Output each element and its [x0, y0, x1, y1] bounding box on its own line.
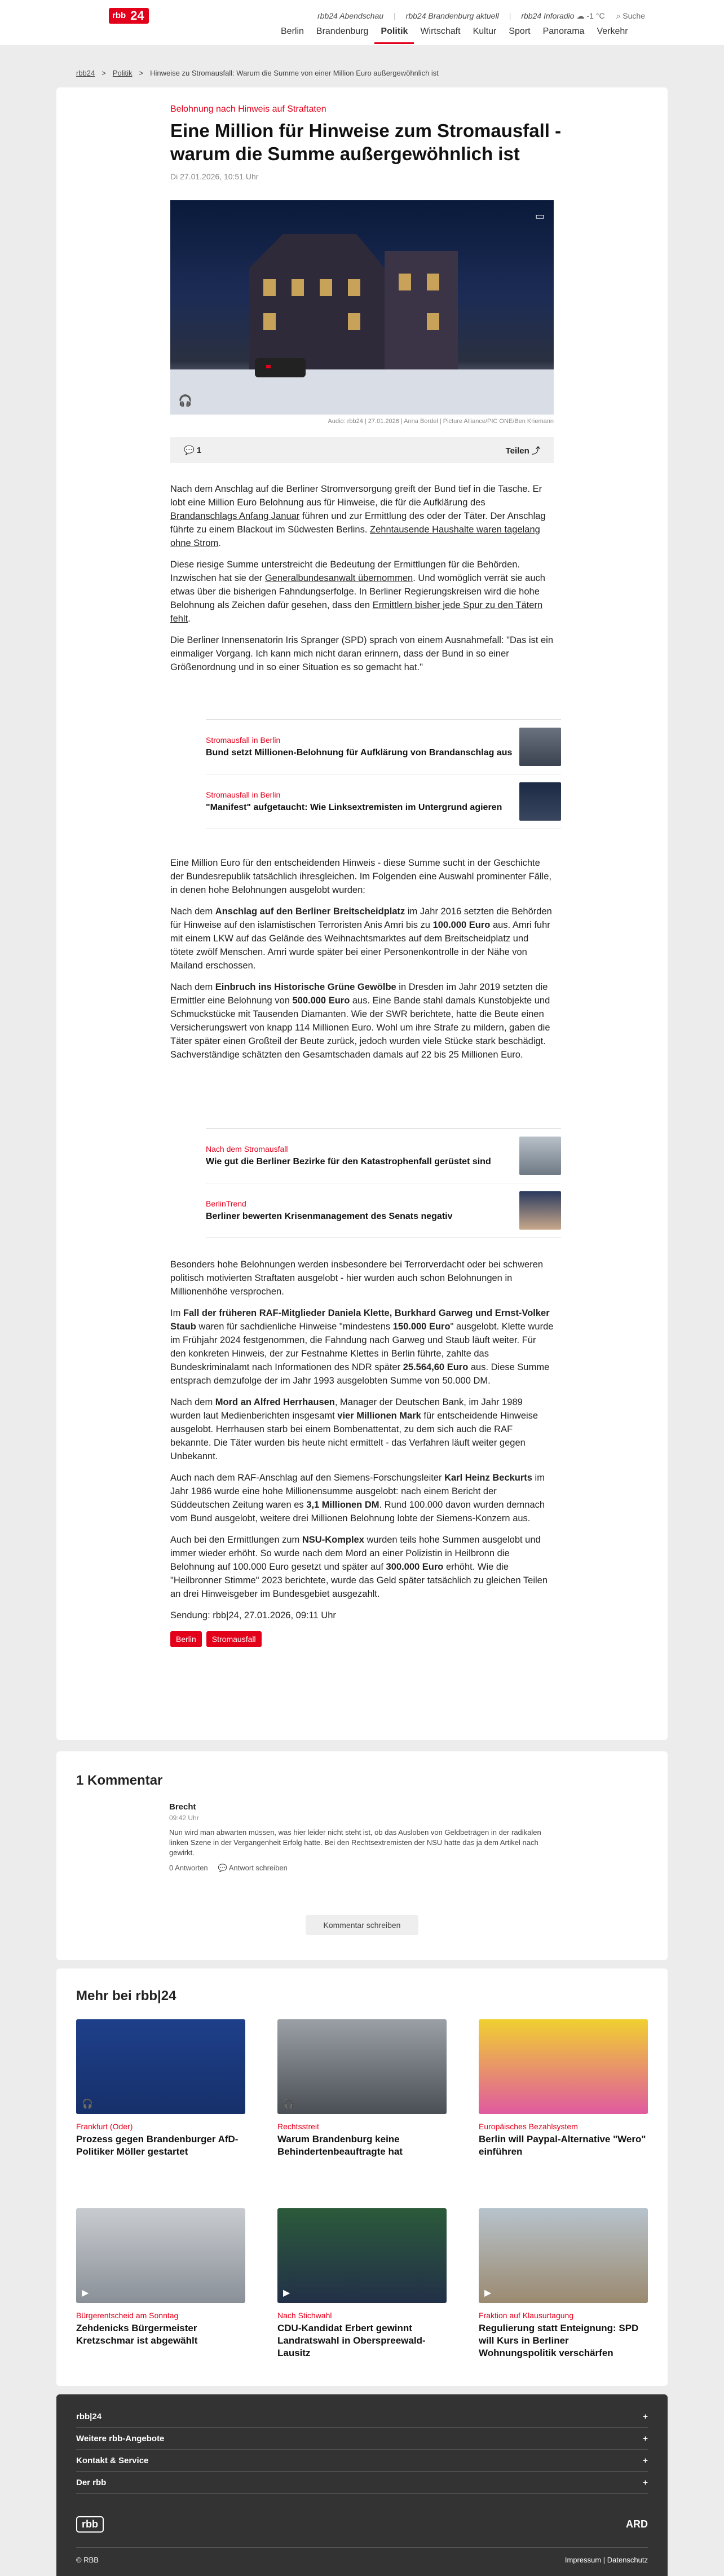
footer-row-rbb24[interactable]: rbb|24 + [76, 2406, 648, 2428]
teaser-title: Wie gut die Berliner Bezirke für den Katastrophenfall gerüstet sind [206, 1156, 491, 1166]
more-kicker: Europäisches Bezahlsystem [479, 2122, 578, 2131]
more-kicker: Rechtsstreit [277, 2122, 319, 2131]
more-item[interactable] [479, 2019, 648, 2158]
site-footer [56, 2394, 668, 2576]
more-thumbnail [76, 2019, 245, 2114]
more-item[interactable] [479, 2208, 648, 2359]
plus-icon: + [643, 2433, 648, 2443]
search-button[interactable] [616, 11, 645, 21]
nav-sport[interactable]: Sport [509, 27, 531, 36]
teaser-thumbnail [519, 782, 561, 821]
paragraph: Im Fall der früheren RAF-Mitglieder Daniela Klette, Burkhard Garweg und Ernst-Volker Staub waren für sachdienliche Hinweise "mindestens 150.000 Euro" ausgelobt. Klette wurde im Frühjahr 2024 festgenommen, die Fahndung nach Garweg und Staub läuft weiter. Für den konkreten Hinweis, der zur Festnahme Klettes in Berlin führte, zahlte das Bundeskriminalamt nach Informationen des NDR später 25.564,60 Euro aus. Diese Summe entsprach demzufolge der im Jahr 1993 ausgelobten Summe von 50.000 DM. [170, 1308, 554, 1386]
more-kicker: Nach Stichwahl [277, 2311, 332, 2320]
teaser-item[interactable] [206, 720, 561, 774]
header-tools [577, 11, 645, 21]
teaser-title: Bund setzt Millionen-Belohnung für Aufklärung von Brandanschlag aus [206, 747, 513, 758]
share-icon: ⤴ [531, 446, 540, 456]
play-icon: ▶ [283, 2288, 290, 2298]
article-kicker: Belohnung nach Hinweis auf Straftaten [170, 104, 326, 114]
teaser-title: "Manifest" aufgetaucht: Wie Linksextremisten im Untergrund agieren [206, 802, 502, 812]
breadcrumb-home[interactable]: rbb24 [76, 69, 95, 77]
article-body-2 [170, 856, 554, 1062]
more-kicker: Bürgerentscheid am Sonntag [76, 2311, 179, 2320]
inline-link[interactable]: Brandanschlags Anfang Januar [170, 511, 300, 521]
nav-verkehr[interactable]: Verkehr [597, 27, 628, 36]
rbb-footer-logo[interactable]: rbb [76, 2516, 104, 2533]
footer-legal-links[interactable]: Impressum | Datenschutz [564, 2556, 648, 2564]
play-icon: ▶ [82, 2288, 89, 2298]
plus-icon: + [643, 2455, 648, 2465]
headphones-icon: 🎧 [82, 2099, 93, 2109]
top-link-inforadio[interactable]: rbb24 Inforadio [521, 11, 575, 20]
comments-heading: 1 Kommentar [76, 1773, 163, 1788]
comment-author: Brecht [169, 1802, 196, 1812]
comment-text: Nun wird man abwarten müssen, was hier leider nicht steht ist, ob das Ausloben von Geldbeträgen in der radikalen linken Szene in der Vergangenheit Erfolg hatte. Bei den Rechtsextremisten der NSU hatte das ja dem Artikel nach gewirkt. [169, 1828, 541, 1857]
headphones-icon[interactable]: 🎧 [178, 395, 192, 407]
paragraph: Die Berliner Innensenatorin Iris Spranger (SPD) sprach von einem Ausnahmefall: "Das ist ein einmaliger Vorgang. Ich kann mich nicht daran erinnern, dass der Bund in so einer Größenordnung und in so einer Situation es so gemacht hat." [170, 635, 554, 672]
nav-wirtschaft[interactable]: Wirtschaft [420, 27, 461, 36]
temperature: -1 °C [586, 11, 605, 20]
teaser-thumbnail [519, 1137, 561, 1175]
comments-section [56, 1751, 668, 1960]
more-title: CDU-Kandidat Erbert gewinnt Landratswahl in Oberspreewald-Lausitz [277, 2323, 426, 2358]
more-thumbnail [479, 2019, 648, 2114]
footer-row-der-rbb[interactable]: Der rbb + [76, 2472, 648, 2494]
more-section [56, 1969, 668, 2386]
article-body-3 [170, 1258, 554, 1647]
more-item[interactable] [277, 2019, 447, 2158]
article-image[interactable] [170, 200, 554, 415]
paragraph: Nach dem Anschlag auf den Berliner Breitscheidplatz im Jahr 2016 setzten die Behörden für Hinweise auf den islamistischen Terroristen Anis Amri bis zu 100.000 Euro aus. Amri fuhr mit einem LKW auf das Gelände des Weihnachtsmarktes auf dem Breitscheidplatz und tötete zwölf Menschen. Amri wurde später bei einer Personenkontrolle in der Nähe von Mailand erschossen. [170, 906, 552, 971]
paragraph: Auch nach dem RAF-Anschlag auf den Siemens-Forschungsleiter Karl Heinz Beckurts im Jahr 1986 wurde eine hohe Millionensumme ausgelobt: nach einem Bericht der Süddeutschen Zeitung waren es 3,1 Millionen DM. Rund 100.000 davon wurden demnach vom Bund ausgelobt, weitere drei Millionen Belohnung lobte der Siemens-Konzern aus. [170, 1473, 545, 1523]
breadcrumb: rbb24 > Politik > Hinweise zu Stromausfall: Warum die Summe von einer Million Euro außergewöhnlich ist [76, 69, 439, 77]
image-caption: Audio: rbb24 | 27.01.2026 | Anna Bordel | Picture Alliance/PIC ONE/Ben Kriemann [328, 418, 554, 425]
teaser-thumbnail [519, 728, 561, 766]
article-card [56, 87, 668, 1740]
reply-button[interactable]: 💬 Antwort schreiben [218, 1864, 288, 1872]
more-thumbnail [479, 2208, 648, 2303]
article-date: Di 27.01.2026, 10:51 Uhr [170, 172, 259, 181]
logo-rbb: rbb [109, 8, 129, 24]
related-teasers-1 [206, 719, 561, 829]
copyright: © RBB [76, 2556, 99, 2564]
paragraph: Auch bei den Ermittlungen zum NSU-Komplex wurden teils hohe Summen ausgelobt und immer wieder erhöht. So wurde nach dem Mord an einer Polizistin in Heilbronn die Belohnung auf 100.000 Euro gesetzt und später auf 300.000 Euro erhöht. Wie die "Heilbronner Stimme" 2023 berichtete, wurde das Geld später tatsächlich zu gleichen Teilen an drei Hinweisgeber im Bundesgebiet ausgezahlt. [170, 1535, 548, 1599]
broadcast-info: Sendung: rbb|24, 27.01.2026, 09:11 Uhr [170, 1610, 336, 1621]
teaser-kicker: Stromausfall in Berlin [206, 735, 281, 745]
inline-link[interactable]: Zehntausende Haushalte waren tagelang ohne Strom [170, 525, 540, 548]
paragraph: Nach dem Mord an Alfred Herrhausen, Manager der Deutschen Bank, im Jahr 1989 wurden laut Medienberichten insgesamt vier Millionen Mark für entscheidende Hinweise ausgelobt. Herrhausen starb bei einem Bombenattentat, zu dem sich auch die RAF bekannte. Die Täter wurden bis heute nicht ermittelt - das Verfahren läuft weiter gegen Unbekannt. [170, 1397, 538, 1461]
more-heading: Mehr bei rbb|24 [76, 1988, 176, 2003]
comment-icon: 💬 [184, 446, 195, 455]
main-nav [275, 27, 634, 44]
top-link-brandenburg-aktuell[interactable]: rbb24 Brandenburg aktuell [405, 11, 499, 20]
paragraph: Eine Million Euro für den entscheidenden Hinweis - diese Summe sucht in der Geschichte der Bundesrepublik tatsächlich ihresgleichen. Im Folgenden eine Auswahl prominenter Fälle, in denen hohe Belohnungen ausgelobt wurden: [170, 858, 551, 895]
tag-list [170, 1631, 554, 1647]
site-header [0, 0, 724, 45]
teaser-thumbnail [519, 1191, 561, 1230]
article-body [170, 482, 554, 674]
headphones-icon: 🎧 [283, 2099, 294, 2109]
logo-24: 24 [129, 8, 148, 24]
teaser-kicker: BerlinTrend [206, 1199, 246, 1208]
teaser-item[interactable] [206, 1183, 561, 1238]
article-toolbar [170, 437, 554, 463]
comment-time: 09:42 Uhr [169, 1814, 199, 1822]
more-title: Prozess gegen Brandenburger AfD-Politiker Möller gestartet [76, 2134, 239, 2157]
paragraph: Nach dem Einbruch ins Historische Grüne Gewölbe in Dresden im Jahr 2019 setzten die Ermittler eine Belohnung von 500.000 Euro aus. Eine Bande stahl damals Kunstobjekte und Schmuckstücke mit Tausenden Diamanten. Wie der SWR berichtete, hatte die Beute einen Versicherungswert von knapp 114 Millionen Euro. Wohl um ihre Strafe zu mildern, gaben die Täter später einen Großteil der Beute zurück, jedoch wurden viele Stücke stark beschädigt. Sachverständige schätzten den Gesamtschaden damals auf 22 bis 25 Millionen Euro. [170, 982, 550, 1060]
search-label: Suche [623, 11, 645, 20]
nav-berlin[interactable]: Berlin [281, 27, 304, 36]
share-button[interactable]: Teilen ⤴ [505, 446, 540, 456]
tag-berlin[interactable]: Berlin [170, 1631, 202, 1647]
top-link-abendschau[interactable]: rbb24 Abendschau [317, 11, 384, 20]
more-item[interactable] [76, 2208, 245, 2347]
footer-row-kontakt[interactable]: Kontakt & Service + [76, 2450, 648, 2472]
plus-icon: + [643, 2411, 648, 2421]
nav-kultur[interactable]: Kultur [473, 27, 497, 36]
related-teasers-2 [206, 1128, 561, 1238]
paragraph: Nach dem Anschlag auf die Berliner Stromversorgung greift der Bund tief in die Tasche. Er lobt eine Million Euro Belohnung aus für Hinweise, die für die Aufklärung des Brandanschlags Anfang Januar führen und zur Ermittlung des oder der Täter. Der Anschlag führte zu einem Blackout im Südwesten Berlins. Zehntausende Haushalte waren tagelang ohne Strom. [170, 484, 546, 548]
comments-count-button[interactable]: 💬 1 [184, 446, 202, 455]
more-title: Regulierung statt Enteignung: SPD will Kurs in Berliner Wohnungspolitik verschärfen [479, 2323, 639, 2358]
breadcrumb-section[interactable]: Politik [112, 69, 133, 77]
search-icon: ⌕ [616, 11, 621, 20]
teaser-item[interactable] [206, 1129, 561, 1183]
inline-link[interactable]: Generalbundesanwalt übernommen [264, 573, 413, 583]
weather[interactable] [577, 11, 605, 21]
paragraph: Diese riesige Summe unterstreicht die Bedeutung der Ermittlungen für die Behörden. Inzwischen hat sie der Generalbundesanwalt übernommen. Und womöglich verrät sie auch etwas über die bisherigen Fahndungserfolge. In Berliner Regierungskreisen wird die hohe Belohnung als Zeichen dafür gesehen, dass den Ermittlern bisher jede Spur zu den Tätern fehlt. [170, 560, 545, 624]
footer-row-weitere[interactable]: Weitere rbb-Angebote + [76, 2428, 648, 2450]
more-kicker: Frankfurt (Oder) [76, 2122, 133, 2131]
more-item[interactable] [76, 2019, 245, 2158]
tag-stromausfall[interactable]: Stromausfall [206, 1631, 262, 1647]
nav-politik[interactable]: Politik [374, 27, 414, 44]
more-kicker: Fraktion auf Klausurtagung [479, 2311, 574, 2320]
building-illustration [170, 200, 554, 415]
teaser-kicker: Stromausfall in Berlin [206, 790, 281, 799]
more-thumbnail [76, 2208, 245, 2303]
more-thumbnail [277, 2019, 447, 2114]
nav-brandenburg[interactable]: Brandenburg [316, 27, 369, 36]
ard-logo[interactable]: ARD [626, 2518, 648, 2530]
more-item[interactable] [277, 2208, 447, 2359]
weather-icon: ☁ [576, 11, 585, 20]
cast-icon[interactable]: ▭ [535, 210, 545, 222]
teaser-title: Berliner bewerten Krisenmanagement des Senats negativ [206, 1211, 453, 1221]
more-title: Warum Brandenburg keine Behindertenbeauftragte hat [277, 2134, 403, 2157]
more-title: Berlin will Paypal-Alternative "Wero" einführen [479, 2134, 646, 2157]
more-title: Zehdenicks Bürgermeister Kretzschmar ist abgewählt [76, 2323, 198, 2346]
article-title: Eine Million für Hinweise zum Stromausfall - warum die Summe außergewöhnlich ist [170, 120, 562, 164]
reply-icon: 💬 [218, 1864, 227, 1872]
play-icon: ▶ [484, 2288, 492, 2298]
nav-panorama[interactable]: Panorama [542, 27, 585, 36]
breadcrumb-current: Hinweise zu Stromausfall: Warum die Summe von einer Million Euro außergewöhnlich ist [150, 69, 439, 77]
inline-link[interactable]: Ermittlern bisher jede Spur zu den Tätern fehlt [170, 600, 543, 624]
more-thumbnail [277, 2208, 447, 2303]
write-comment-button[interactable]: Kommentar schreiben [306, 1915, 418, 1935]
teaser-item[interactable] [206, 774, 561, 829]
teaser-kicker: Nach dem Stromausfall [206, 1144, 288, 1153]
rbb24-logo[interactable] [109, 8, 149, 24]
plus-icon: + [643, 2477, 648, 2487]
top-links: rbb24 Abendschau | rbb24 Brandenburg aktuell | rbb24 Inforadio [317, 11, 575, 20]
paragraph: Besonders hohe Belohnungen werden insbesondere bei Terrorverdacht oder bei schweren politisch motivierten Straftaten ausgelobt - hier wurden auch schon Belohnungen in Millionenhöhe versprochen. [170, 1260, 544, 1297]
comment-replies[interactable]: 0 Antworten [169, 1864, 208, 1872]
